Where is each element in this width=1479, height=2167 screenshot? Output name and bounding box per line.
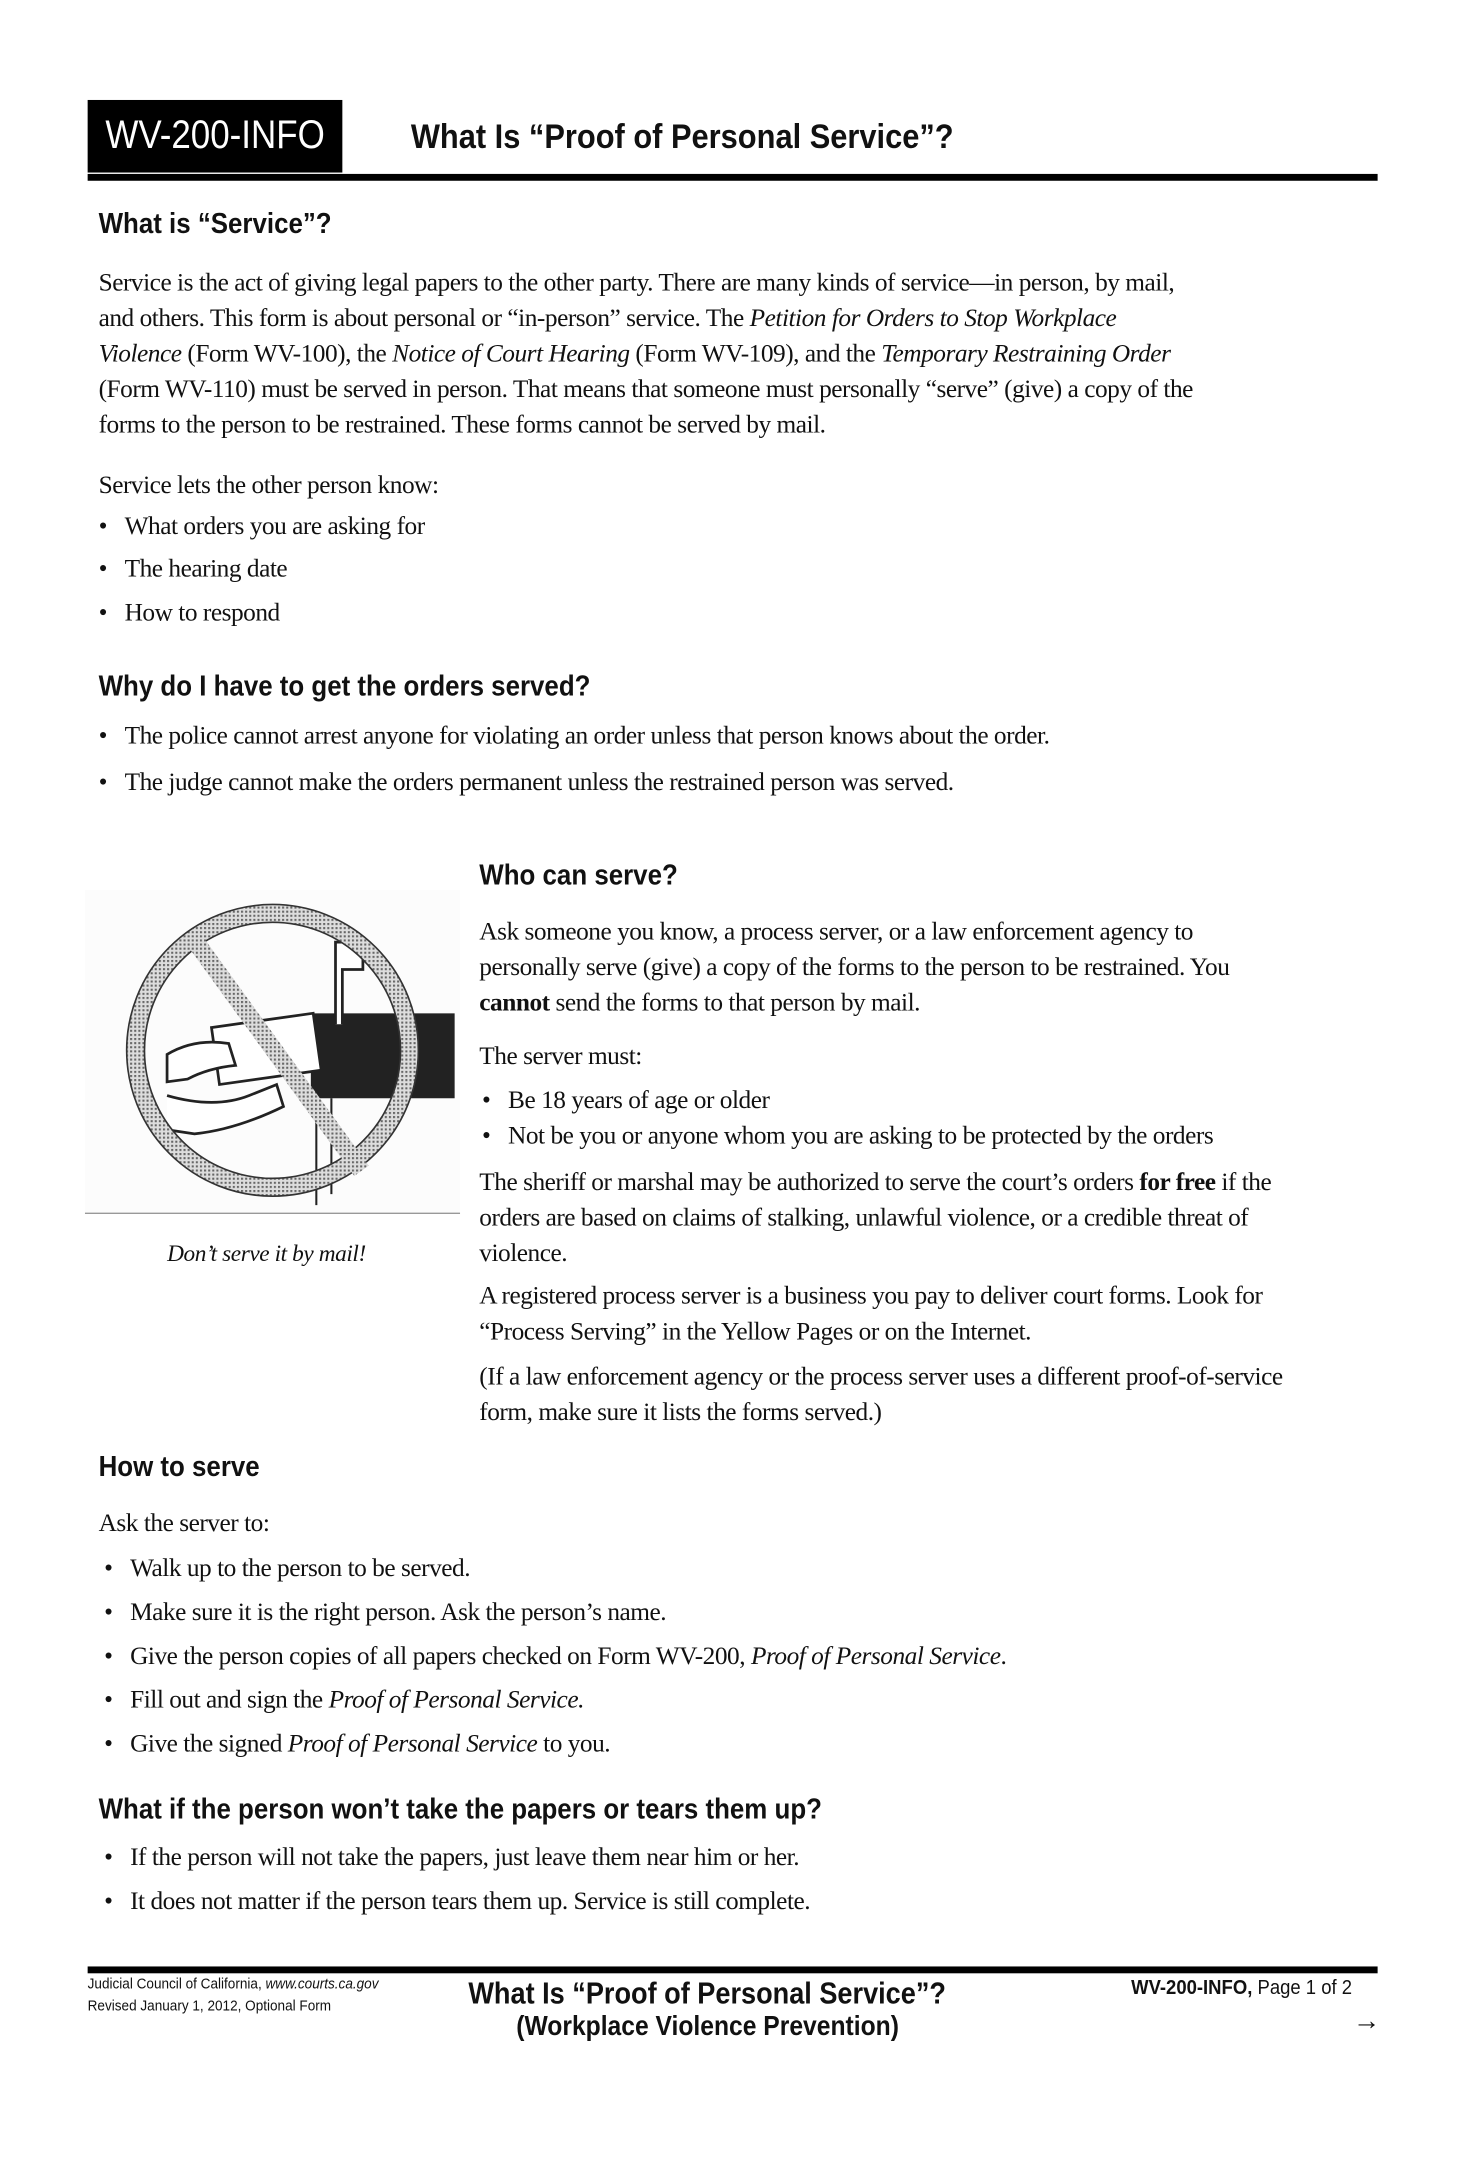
form-title: Proof of Personal Service. <box>328 1687 584 1715</box>
list-item <box>130 1731 610 1760</box>
list-item: • Not be you or anyone whom you are asking to be protected by the orders <box>508 1123 1213 1152</box>
text-line <box>479 986 1229 1022</box>
text: . <box>1000 1643 1007 1671</box>
list-item: • Be 18 years of age or older <box>508 1087 769 1116</box>
text-line: violence. <box>479 1240 568 1269</box>
form-id-badge: WV-200-INFO <box>88 100 343 173</box>
text: The sheriff or marshal may be authorized to serve the court’s orders <box>479 1169 1140 1197</box>
text: Give the person copies of all papers checked on Form WV-200, <box>130 1643 751 1671</box>
footer-publisher <box>88 1976 379 1992</box>
list-item <box>130 1643 1006 1672</box>
form-id: WV-200-INFO, <box>1131 1976 1253 2000</box>
text-line: A registered process server is a business you pay to deliver court forms. Look for <box>479 1283 1263 1311</box>
form-title: Violence <box>98 340 182 369</box>
illustration-caption: Don’t serve it by mail! <box>167 1240 366 1267</box>
who-can-serve-paragraph <box>479 915 1229 1022</box>
form-title: Proof of Personal Service <box>287 1730 538 1759</box>
list-item <box>130 1687 584 1716</box>
footer-title: What Is “Proof of Personal Service”? <box>468 1976 946 2011</box>
form-title: Temporary Restraining Order <box>881 340 1171 369</box>
heading-why-served: Why do I have to get the orders served? <box>98 671 591 703</box>
text-line: personally serve (give) a copy of the forms to the person to be restrained. You <box>479 954 1230 982</box>
text-line: orders are based on claims of stalking, unlawful violence, or a credible threat of <box>479 1205 1249 1233</box>
emphasis: cannot <box>479 990 550 1018</box>
heading-how-to-serve: How to serve <box>98 1451 260 1484</box>
heading-refuses-papers: What if the person won’t take the papers or tears them up? <box>98 1793 822 1826</box>
footer-page-number <box>1131 1976 1352 1999</box>
list-item: • The judge cannot make the orders permanent unless the restrained person was served. <box>125 770 954 799</box>
server-must: The server must: <box>479 1043 642 1071</box>
page-title: What Is “Proof of Personal Service”? <box>410 117 954 157</box>
list-item: • If the person will not take the papers, just leave them near him or her. <box>130 1845 799 1874</box>
text: (Form WV-100), the <box>181 340 393 369</box>
text-line <box>99 337 1193 373</box>
text-line <box>479 1165 1271 1201</box>
list-item: • What orders you are asking for <box>125 514 425 543</box>
website-link[interactable]: www.courts.ca.gov <box>265 1976 379 1993</box>
ask-server: Ask the server to: <box>98 1510 270 1538</box>
list-item: • How to respond <box>125 600 280 629</box>
heading-what-is-service: What is “Service”? <box>98 208 332 240</box>
text: (Form WV-109), and the <box>629 340 882 369</box>
next-page-arrow-icon: → <box>1352 2006 1381 2037</box>
text-line: Ask someone you know, a process server, or a law enforcement agency to <box>479 918 1194 947</box>
text-line: forms to the person to be restrained. These forms cannot be served by mail. <box>98 412 826 440</box>
form-title: Proof of Personal Service <box>750 1643 1001 1671</box>
header-rule <box>88 174 1378 181</box>
footer-revised: Revised January 1, 2012, Optional Form <box>87 1997 332 2015</box>
footer-rule <box>88 1966 1378 1973</box>
proof-form-note <box>479 1360 1282 1431</box>
emphasis: for free <box>1139 1169 1216 1197</box>
page-number: Page 1 of 2 <box>1252 1976 1353 2000</box>
form-title: Petition for Orders to Stop Workplace <box>749 305 1117 333</box>
sheriff-paragraph <box>479 1165 1271 1272</box>
text-line: Service is the act of giving legal papers to the other party. There are many kinds of service—in person, by mail, <box>98 269 1175 298</box>
process-server-paragraph <box>479 1279 1262 1350</box>
list-item: • It does not matter if the person tears them up. Service is still complete. <box>130 1888 810 1917</box>
list-item: • Walk up to the person to be served. <box>130 1556 470 1585</box>
text: send the forms to that person by mail. <box>549 990 921 1018</box>
text: Give the signed <box>130 1730 288 1759</box>
service-lets-know: Service lets the other person know: <box>98 472 439 500</box>
text-line: (Form WV-110) must be served in person. That means that someone must personally “serve” (give) a copy of the <box>98 376 1193 404</box>
no-mail-illustration <box>85 890 460 1221</box>
heading-who-can-serve: Who can serve? <box>479 859 678 892</box>
text-line <box>99 301 1193 337</box>
service-paragraph <box>99 266 1193 444</box>
form-title: Notice of Court Hearing <box>392 340 630 369</box>
list-item: • Make sure it is the right person. Ask the person’s name. <box>130 1599 666 1628</box>
text-line: “Process Serving” in the Yellow Pages or on the Internet. <box>479 1318 1032 1347</box>
text: if the <box>1215 1169 1272 1197</box>
text-line: (If a law enforcement agency or the process server uses a different proof-of-service <box>479 1363 1283 1392</box>
footer-subtitle: (Workplace Violence Prevention) <box>516 2011 899 2042</box>
text: to you. <box>537 1730 611 1759</box>
text-line: form, make sure it lists the forms served.) <box>479 1399 882 1427</box>
text: Fill out and sign the <box>130 1687 329 1715</box>
list-item: • The hearing date <box>125 556 288 585</box>
text: Judicial Council of California, <box>87 1976 266 1993</box>
text: and others. This form is about personal or “in-person” service. The <box>98 305 750 333</box>
list-item: • The police cannot arrest anyone for violating an order unless that person knows about the order. <box>125 723 1050 752</box>
